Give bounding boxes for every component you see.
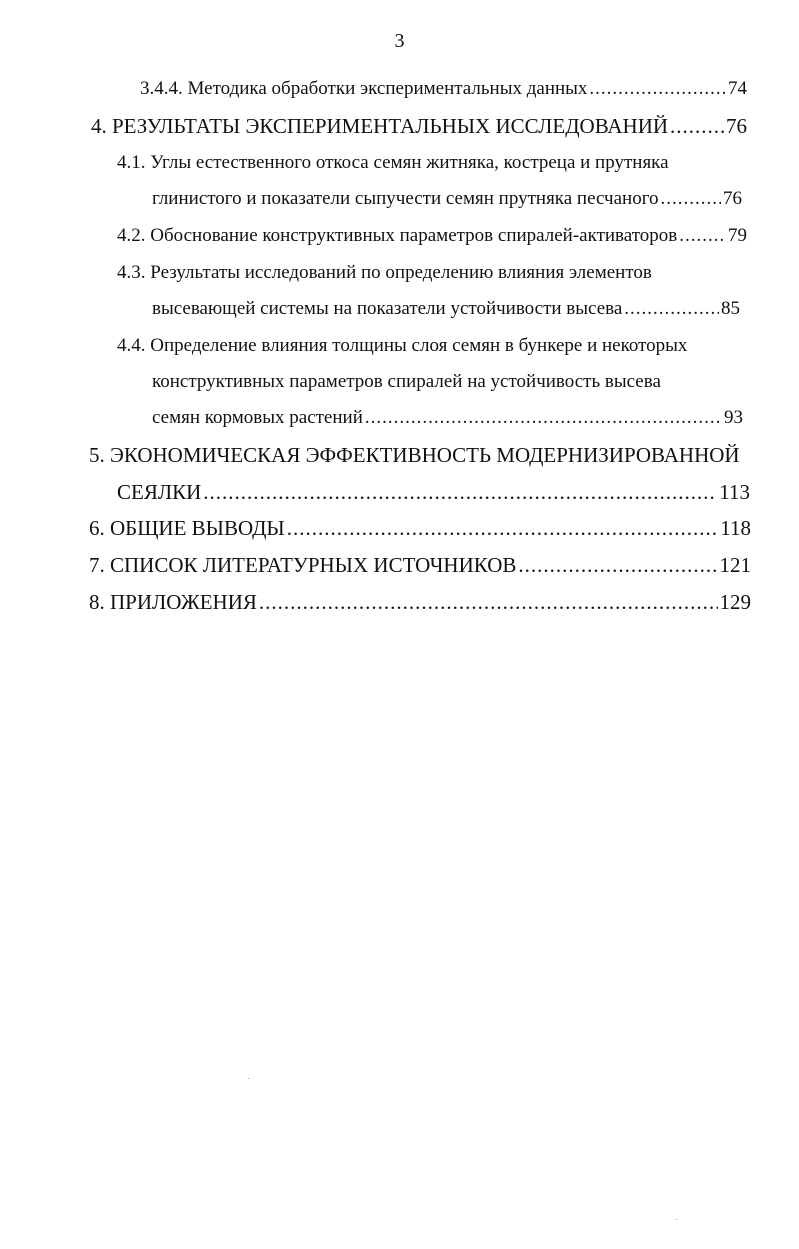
toc-entry-page: 113: [719, 480, 750, 504]
toc-entry-7: [89, 552, 751, 578]
toc-entry-4-2: [117, 223, 747, 249]
toc-entry-title: 4.2. Обоснование конструктивных параметров спиралей-активаторов: [117, 225, 678, 246]
toc-entry-4-4-line2: [152, 369, 661, 395]
toc-entry-page: 129: [719, 590, 751, 614]
toc-entry-6: [89, 515, 751, 541]
toc-entry-page: 121: [719, 553, 751, 577]
toc-entry-title: 6. ОБЩИЕ ВЫВОДЫ: [89, 516, 285, 540]
toc-entry-page: 79: [728, 225, 747, 246]
toc-leader-dots: [589, 76, 726, 102]
toc-entry-title: 5. ЭКОНОМИЧЕСКАЯ ЭФФЕКТИВНОСТЬ МОДЕРНИЗИРОВАННОЙ: [89, 443, 740, 467]
toc-entry-title: 3.4.4. Методика обработки экспериментальных данных: [140, 78, 588, 99]
toc-entry-4-4-line3: [152, 405, 743, 431]
toc-entry-page: 74: [728, 78, 747, 99]
scan-speck: [676, 1219, 677, 1220]
toc-entry-title: 4.4. Определение влияния толщины слоя семян в бункере и некоторых: [117, 335, 688, 356]
toc-leader-dots: [259, 589, 718, 615]
toc-entry-4-3-line2: [152, 296, 740, 322]
toc-entry-title: 7. СПИСОК ЛИТЕРАТУРНЫХ ИСТОЧНИКОВ: [89, 553, 517, 577]
toc-entry-5-line1: [89, 442, 740, 468]
toc-leader-dots: [365, 405, 722, 431]
toc-leader-dots: [670, 113, 724, 139]
toc-leader-dots: [518, 552, 717, 578]
toc-entry-title: 8. ПРИЛОЖЕНИЯ: [89, 590, 257, 614]
toc-leader-dots: [287, 515, 719, 541]
toc-entry-4-4-line1: [117, 333, 687, 359]
toc-entry-title-continued: СЕЯЛКИ: [117, 480, 202, 504]
toc-entry-page: 118: [720, 516, 751, 540]
page-number: 3: [394, 30, 405, 52]
toc-entry-title-continued: глинистого и показатели сыпучести семян прутняка песчаного: [152, 188, 659, 209]
toc-entry-4-1-line2: [152, 186, 742, 212]
toc-entry-page: 76: [723, 188, 742, 209]
toc-entry-8: [89, 589, 751, 615]
toc-entry-3-4-4: [140, 76, 747, 102]
toc-entry-title-continued: семян кормовых растений: [152, 407, 363, 428]
toc-entry-5-line2: [117, 479, 750, 505]
toc-entry-4-1-line1: [117, 150, 669, 176]
toc-entry-title-continued: конструктивных параметров спиралей на устойчивость высева: [152, 371, 661, 392]
toc-entry-title: 4.1. Углы естественного откоса семян житняка, костреца и прутняка: [117, 152, 669, 173]
toc-entry-4-3-line1: [117, 260, 652, 286]
toc-leader-dots: [624, 296, 719, 322]
toc-leader-dots: [661, 186, 721, 212]
toc-entry-page: 93: [724, 407, 743, 428]
toc-leader-dots: [679, 223, 726, 249]
toc-entry-title: 4. РЕЗУЛЬТАТЫ ЭКСПЕРИМЕНТАЛЬНЫХ ИССЛЕДОВАНИЙ: [91, 114, 669, 138]
toc-entry-page: 85: [721, 298, 740, 319]
toc-entry-title-continued: высевающей системы на показатели устойчивости высева: [152, 298, 623, 319]
toc-entry-4: [91, 113, 747, 139]
toc-entry-title: 4.3. Результаты исследований по определению влияния элементов: [117, 262, 652, 283]
scan-speck: [248, 1078, 249, 1079]
toc-entry-page: 76: [726, 114, 747, 138]
toc-leader-dots: [203, 479, 717, 505]
